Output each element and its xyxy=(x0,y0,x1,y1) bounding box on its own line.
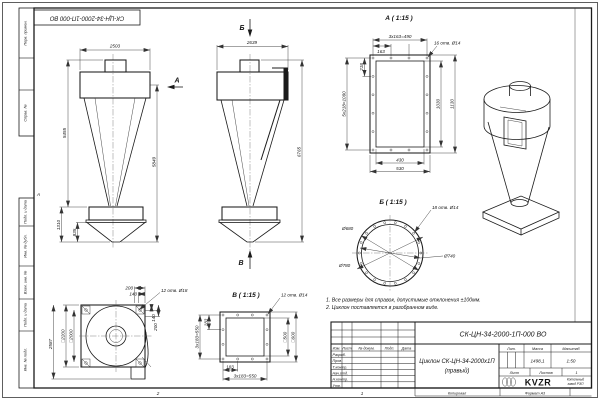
tb-part-name-2: (правый) xyxy=(444,368,470,375)
dim-a-1030: 1030 xyxy=(435,98,441,110)
tb-col-izm: Изм. xyxy=(332,346,341,351)
front-bunker-cone xyxy=(87,223,145,243)
detail-v-holes-note: 12 отв. Ø14 xyxy=(281,292,308,298)
dim-v-550b: 3x183=550 xyxy=(233,373,257,379)
dim-front-bunker: 1310 xyxy=(56,219,61,231)
tb-row-tkontr: Т.контр. xyxy=(332,365,348,370)
tb-lit-label: Лит. xyxy=(507,347,516,351)
dim-a-530: 530 xyxy=(396,166,404,171)
view-arrow-label-a: А xyxy=(174,77,180,85)
tb-row-utv: Утв. xyxy=(332,383,341,388)
tb-sheets-value: 1 xyxy=(575,371,578,375)
volute-outlet xyxy=(131,367,145,379)
zone-marker-a: А xyxy=(37,192,41,197)
detail-v-view xyxy=(195,292,308,381)
dim-side-height: 6765 xyxy=(296,146,302,158)
tb-col-data: Дата xyxy=(401,346,412,351)
volute-view xyxy=(48,286,188,380)
dim-front-h2: 5849 xyxy=(151,156,157,168)
tb-col-doc: № докум. xyxy=(358,346,375,351)
note-line-2: 2. Циклон поставляется в разобранном виде. xyxy=(326,305,439,311)
margin-label-perv: Перв. примен. xyxy=(23,20,28,46)
tb-doc-number: СК-ЦН-34-2000-1П-000 ВО xyxy=(459,331,547,339)
detail-v-inner xyxy=(226,318,264,356)
tb-scale-value: 1:50 xyxy=(566,358,576,364)
footer-strip xyxy=(415,388,592,396)
margin-label-invpodl: Инв. № подл. xyxy=(23,347,28,372)
dim-a-pitch-top: 3x163=490 xyxy=(388,34,412,39)
stamp-doc-number: СК-ЦН-34-2000-1П-000 ВО xyxy=(49,14,125,21)
dim-vol-140r: 140 xyxy=(151,314,156,322)
dim-a-218: 218 xyxy=(359,63,364,71)
margin-label-invdubl: Инв. № дубл. xyxy=(23,234,28,258)
side-body xyxy=(217,72,288,100)
dim-vol-2587: 2587 xyxy=(48,338,53,350)
zone-marker-1: 1 xyxy=(360,391,364,396)
company-logo-spring xyxy=(503,378,516,386)
front-bunker xyxy=(89,207,143,220)
dim-v-550l: 3x183=550 xyxy=(194,325,200,349)
isometric-view xyxy=(483,82,559,236)
section-arrow-a xyxy=(167,85,175,90)
volute-corner-pads xyxy=(82,306,144,367)
dim-b-680: Ø680 xyxy=(342,226,354,231)
detail-v-outer xyxy=(220,312,270,362)
tb-row-prov: Пров. xyxy=(332,359,343,364)
view-arrow-v xyxy=(248,250,253,258)
dim-v-600: □600 xyxy=(290,331,296,343)
front-body xyxy=(80,72,150,98)
company-name-2: завод РЭП xyxy=(567,382,584,386)
title-block xyxy=(331,322,592,388)
margin-label-vzam: Взам. инв. № xyxy=(23,270,28,295)
dim-a-163: 163 xyxy=(377,49,385,54)
detail-v-title: В ( 1:15 ) xyxy=(232,292,260,299)
dim-v-183l: 183 xyxy=(203,318,209,327)
footer-format: Формат А3 xyxy=(524,391,546,396)
dim-front-h1: 5455 xyxy=(62,127,67,139)
detail-a-title: А ( 1:15 ) xyxy=(385,15,413,22)
company-name-1: Котельный xyxy=(566,377,585,382)
detail-v-holes xyxy=(222,314,268,360)
company-logo-text: KVZR xyxy=(524,377,552,388)
dim-b-740: Ø740 xyxy=(444,253,456,259)
tb-sheet-label: Лист xyxy=(509,371,520,375)
dim-front-width: 2503 xyxy=(109,43,121,49)
view-arrow-b xyxy=(248,30,253,38)
top-stamp xyxy=(34,10,140,25)
tb-row-nkontr: Н.контр. xyxy=(332,377,349,382)
detail-a-inner xyxy=(376,61,424,147)
notes xyxy=(325,298,481,312)
dim-v-500: □500 xyxy=(282,331,288,343)
view-arrow-label-v: В xyxy=(238,260,244,267)
detail-a-holes xyxy=(372,57,428,151)
footer-copied: Копировал xyxy=(447,391,467,396)
volute-holes-note: 12 отв. Ø18 xyxy=(161,288,188,293)
side-view xyxy=(217,19,304,269)
dim-vol-140t: 140 xyxy=(129,291,137,297)
tb-sheets-label: Листов xyxy=(539,371,553,375)
front-outlet-stub xyxy=(105,60,126,72)
dim-a-1130: 1130 xyxy=(449,99,455,109)
detail-b-holes-note: 18 отв. Ø14 xyxy=(432,205,459,210)
tb-row-nachotd: Нач.отд. xyxy=(332,371,349,376)
dim-vol-200t: 200 xyxy=(125,285,133,291)
dim-side-width: 2639 xyxy=(246,40,258,45)
tb-row-razrab: Разраб. xyxy=(332,353,346,357)
dim-vol-2000: □2000 xyxy=(68,329,74,343)
tb-col-list: Лист xyxy=(342,346,352,351)
detail-a-holes-note: 16 отв. Ø14 xyxy=(434,40,461,46)
tb-mass-value: 1498,1 xyxy=(530,358,545,364)
front-view xyxy=(56,44,183,249)
dim-front-cone: 835 xyxy=(72,228,77,237)
detail-a-view xyxy=(342,15,461,173)
dim-a-430: 430 xyxy=(396,157,404,163)
detail-b-view xyxy=(338,199,459,291)
tb-scale-label: Масштаб xyxy=(562,347,580,351)
margin-label-podp1: Подп. и дата xyxy=(23,200,28,224)
zone-marker-2: 2 xyxy=(156,391,160,396)
dim-vol-200r: 200 xyxy=(153,323,158,331)
dim-b-780: Ø780 xyxy=(339,263,351,268)
detail-a-outer xyxy=(370,55,430,153)
tb-part-name-1: Циклон СК-ЦН-34-2000х1П xyxy=(419,359,495,365)
dim-vol-2200: □2200 xyxy=(60,329,66,343)
tb-mass-label: Масса xyxy=(532,347,543,351)
side-bunker xyxy=(222,207,277,220)
view-arrow-label-b: Б xyxy=(239,25,245,32)
side-outlet-stub xyxy=(240,60,259,72)
margin-label-sprav: Справ. № xyxy=(23,104,28,122)
dim-v-183b: 183 xyxy=(226,364,234,370)
dim-a-pitch-left: 5x218=1090 xyxy=(341,91,347,117)
note-line-1: 1. Все размеры для справок, допустимые отклонения ±100мм. xyxy=(326,297,481,304)
tb-col-podp: Подп. xyxy=(384,346,395,351)
margin-label-podp2: Подп. и дата xyxy=(23,303,28,327)
detail-b-title: Б ( 1:15 ) xyxy=(379,199,407,206)
side-inlet-edge xyxy=(284,68,289,100)
